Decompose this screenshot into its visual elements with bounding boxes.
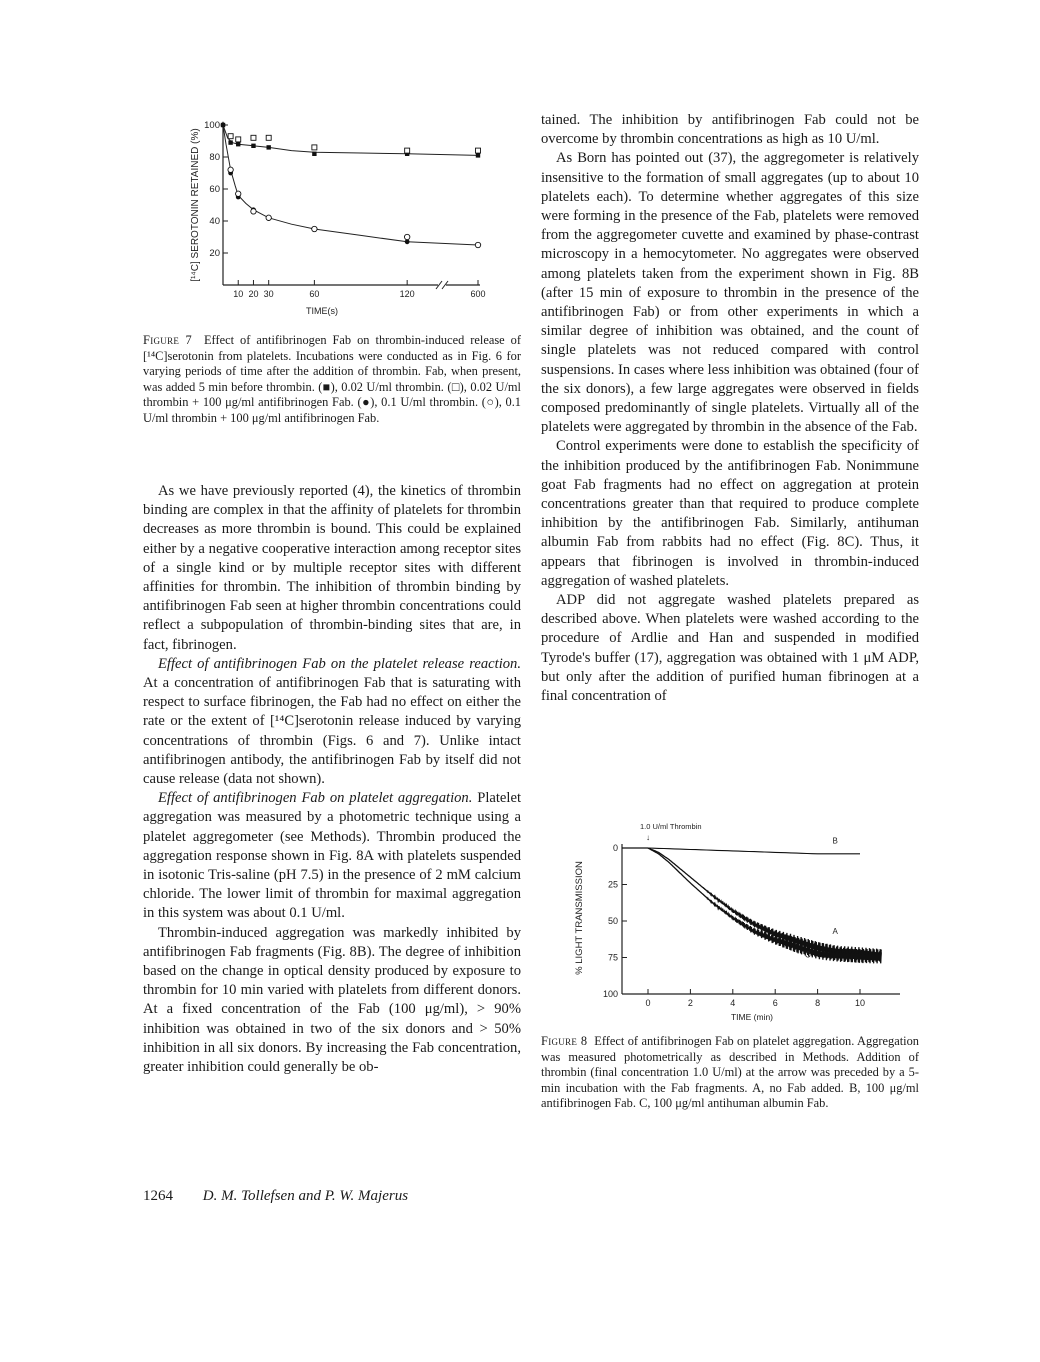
fig7-point-filled-square <box>251 144 255 148</box>
paragraph: As we have previously reported (4), the kinetics of thrombin binding are complex in that the affinity of platelets for thrombin decreases as more thrombin is bound. This could be explained either by a negative cooperative interaction among receptor sites of a single kind or by multiple receptor sites with different affinities for thrombin. The inhibition of thrombin binding by antifibrinogen Fab seen at higher thrombin concentrations could reflect a subpopulation of thrombin-binding sites that are, in fact, fibrinogen. <box>143 483 521 653</box>
left-text-column <box>143 482 521 1077</box>
fig7-curve-high-thrombin <box>223 125 478 245</box>
paragraph: ADP did not aggregate washed platelets prepared as described above. When platelets were washed according to the procedure of Ardlie and Han and suspended in modified Tyrode's buffer (17), aggregation was obtained with 1 μM ADP, but only after the addition of purified human fibrinogen at a final concentration of <box>541 592 919 705</box>
figure-8-chart <box>560 818 940 1023</box>
page-footer <box>143 1188 408 1205</box>
fig8-y-tick-label: 50 <box>607 916 618 926</box>
fig7-point-filled-square <box>228 140 232 144</box>
page-number: 1264 <box>143 1188 173 1204</box>
fig8-x-tick-label: 2 <box>687 998 693 1008</box>
fig7-y-axis-label: [¹⁴C] SEROTONIN RETAINED (%) <box>190 128 201 282</box>
fig8-annotation: 1.0 U/ml Thrombin <box>640 822 702 831</box>
fig7-y-tick-label: 60 <box>209 184 220 195</box>
section-run-in-heading: Effect of antifibrinogen Fab on the platelet release reaction. <box>158 655 521 672</box>
figure-7-caption-label: Figure 7 <box>143 333 192 347</box>
paragraph: Thrombin-induced aggregation was markedly inhibited by antifibrinogen Fab fragments (Fig. 8B). The degree of inhibition based on the change in optical density produced by exposure to thrombin for 10 min varied with platelets from different donors. At a fixed concentration of the Fab (100 μg/ml), > 90% inhibition was obtained in two of the six donors and > 50% inhibition in all six donors. By increasing the Fab concentration, greater inhibition could generally be ob- <box>143 924 521 1076</box>
fig7-x-tick-label: 10 <box>233 289 244 299</box>
fig7-point-open-square <box>266 135 271 140</box>
fig7-point-open-square <box>476 148 481 153</box>
fig7-data-marks <box>221 123 481 248</box>
fig8-curve-label-A: A <box>832 927 838 937</box>
fig8-x-tick-label: 8 <box>815 998 821 1008</box>
fig7-point-open-square <box>405 148 410 153</box>
figure-7-caption-text: Effect of antifibrinogen Fab on thrombin-induced release of [¹⁴C]serotonin from platelets. Incubations were conducted as in Fig. 6 for varying periods of time after the addition of thrombin. Fab, when present, was added 5 min before thrombin. (■), 0.02 U/ml thrombin. (□), 0.02 U/ml thrombin + 100 μg/ml antifibrinogen Fab. (●), 0.1 U/ml thrombin. (○), 0.1 U/ml thrombin + 100 μg/ml antifibrinogen Fab. <box>143 333 521 425</box>
fig7-y-tick-label: 40 <box>209 216 220 227</box>
fig8-y-tick-label: 25 <box>607 879 618 890</box>
paragraph: Effect of antifibrinogen Fab on the platelet release reaction. At a concentration of antifibrinogen Fab that is saturating with respect to surface fibrinogen, the Fab had no effect on either the rate or the extent of [¹⁴C]serotonin release induced by varying concentrations of thrombin (Figs. 6 and 7). Unlike intact antifibrinogen antibody, the antifibrinogen Fab by itself did not cause release (data not shown). <box>143 655 521 788</box>
fig7-point-filled-square <box>236 142 240 146</box>
right-text-column <box>541 111 919 706</box>
fig7-y-tick-label: 80 <box>209 152 220 163</box>
fig8-x-tick-label: 10 <box>854 998 866 1008</box>
fig7-point-open-square <box>251 135 256 140</box>
fig8-x-tick-label: 0 <box>645 998 651 1008</box>
fig7-curve-low-thrombin <box>223 125 478 155</box>
fig7-y-tick-label: 20 <box>209 248 220 259</box>
fig8-y-tick-label: 0 <box>612 843 618 853</box>
fig8-curve-label-C: C <box>804 950 811 960</box>
running-authors: D. M. Tollefsen and P. W. Majerus <box>202 1188 409 1204</box>
fig7-point-open-square <box>312 145 317 150</box>
fig8-y-ticks <box>603 843 627 999</box>
fig7-point-open-circle <box>312 226 317 231</box>
fig7-point-filled-square <box>312 152 316 156</box>
fig7-point-filled-circle <box>221 123 226 128</box>
fig7-point-open-circle <box>404 234 409 239</box>
fig7-x-ticks <box>233 280 485 299</box>
section-run-in-heading: Effect of antifibrinogen Fab on platelet aggregation. <box>158 790 473 807</box>
fig7-point-open-circle <box>266 215 271 220</box>
fig7-x-tick-label: 30 <box>263 289 274 299</box>
fig8-thrombin-arrow-icon: ↓ <box>646 833 650 842</box>
fig7-point-open-circle <box>475 242 480 247</box>
fig8-y-axis-label: % LIGHT TRANSMISSION <box>574 861 585 975</box>
figure-7-caption <box>143 333 521 427</box>
fig8-y-tick-label: 75 <box>607 952 618 963</box>
fig7-x-tick-label: 600 <box>470 289 486 299</box>
fig7-x-tick-label: 20 <box>248 289 259 299</box>
fig7-point-filled-square <box>266 145 270 149</box>
figure-7-chart <box>180 105 520 325</box>
fig8-axes <box>622 844 900 994</box>
fig7-point-filled-square <box>476 153 480 157</box>
fig7-x-axis-label: TIME(s) <box>306 306 338 316</box>
fig7-point-open-circle <box>236 191 241 196</box>
fig8-trace-B <box>648 848 860 854</box>
fig8-curve-label-B: B <box>832 836 838 846</box>
figure-8-caption <box>541 1034 919 1112</box>
fig7-point-open-circle <box>251 209 256 214</box>
paragraph: Effect of antifibrinogen Fab on platelet aggregation. Platelet aggregation was measured by a photometric technique using a platelet aggregometer (see Methods). Thrombin produced the aggregation response shown in Fig. 8A with platelets suspended in isotonic Tris-saline (pH 7.5) in the presence of 2 mM calcium chloride. The lower limit of thrombin for maximal aggregation in this system was about 0.1 U/ml. <box>143 790 522 922</box>
fig7-y-ticks <box>204 120 228 259</box>
fig7-x-tick-label: 60 <box>309 289 320 299</box>
fig8-y-tick-label: 100 <box>602 989 618 999</box>
figure-8-caption-text: Effect of antifibrinogen Fab on platelet aggregation. Aggregation was measured photometrically as described in Methods. Addition of thrombin (final concentration 1.0 U/ml) at the arrow was preceded by a 5-min incubation with the Fab fragments. A, no Fab added. B, 100 μg/ml antifibrinogen Fab. C, 100 μg/ml antihuman albumin Fab. <box>541 1034 919 1111</box>
fig7-point-open-circle <box>228 167 233 172</box>
fig8-trace-A <box>648 848 881 960</box>
paragraph: Control experiments were done to establish the specificity of the inhibition produced by the antifibrinogen Fab. Nonimmune goat Fab fragments had no effect on aggregation at protein concentrations greater than that required to produce complete inhibition by the antifibrinogen Fab. Similarly, antihuman albumin Fab from rabbits had no effect (Fig. 8C). Thus, it appears that fibrinogen is involved in thrombin-induced aggregation of washed platelets. <box>541 438 919 589</box>
fig7-point-open-square <box>228 134 233 139</box>
fig8-data-marks <box>622 837 881 964</box>
fig7-point-open-square <box>236 137 241 142</box>
fig8-trace-C <box>648 848 881 963</box>
fig8-x-tick-label: 4 <box>730 998 736 1008</box>
fig8-x-axis-label: TIME (min) <box>730 1012 774 1022</box>
paragraph: As Born has pointed out (37), the aggregometer is relatively insensitive to the formation of small aggregates (up to about 10 platelets each). To determine whether aggregates of this size were forming in the presence of the Fab, platelets were removed from the aggregometer cuvette and examined by phase-contrast microscopy in a hemocytometer. No aggregates were observed among platelets taken from the experiment shown in Fig. 8B (after 15 min of exposure to thrombin in the presence of the antifibrinogen Fab) or from other experiments in which a similar degree of inhibition was obtained, and the count of single platelets was not reduced compared with control suspensions. In cases where less inhibition was obtained (four of the six donors), a few large aggregates were observed in fields composed predominantly of single platelets. Virtually all of the platelets were aggregated by thrombin in the absence of the Fab. <box>541 150 919 436</box>
fig8-x-tick-label: 6 <box>772 998 778 1008</box>
fig8-x-ticks <box>645 989 865 1008</box>
paragraph: tained. The inhibition by antifibrinogen Fab could not be overcome by thrombin concentrations as high as 10 U/ml. <box>541 112 919 148</box>
fig7-x-tick-label: 120 <box>399 289 415 299</box>
fig7-y-tick-label: 100 <box>204 120 220 131</box>
figure-8-caption-label: Figure 8 <box>541 1034 588 1048</box>
